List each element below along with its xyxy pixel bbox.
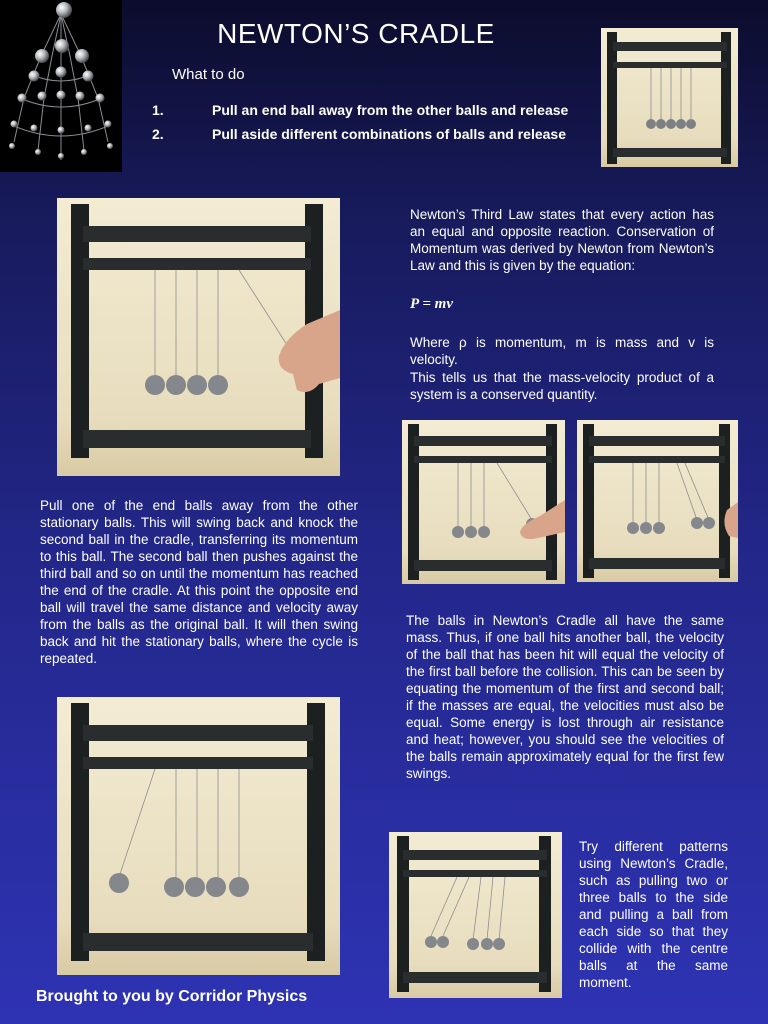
third-law-intro: Newton’s Third Law states that every action has an equal and opposite reaction. Conservation of Momentum was derived by Newton from Newton’s Law and this is given by the equation: <box>410 207 714 273</box>
cradle-photo-swing <box>577 420 738 582</box>
step-2 <box>152 126 566 142</box>
cradle-photo-end-ball-swung <box>57 697 340 975</box>
step-number: 2. <box>152 126 164 142</box>
cradle-photo-header <box>601 28 738 167</box>
cradle-photo-release <box>402 420 565 584</box>
cradle-photo-pull-ball <box>57 198 340 476</box>
footer-credit: Brought to you by Corridor Physics <box>36 988 308 1005</box>
what-to-do-heading: What to do <box>172 66 245 83</box>
pull-one-paragraph: Pull one of the end balls away from the other stationary balls. This will swing back and knock the second ball in the cradle, transferring its momentum to this ball. The second ball then pushes against the third ball and so on until the momentum has reached the end of the cradle. At this point the opposite end ball will travel the same distance and velocity away from the balls as the original ball. It will then swing back and hit the stationary balls, where the cycle is repeated. <box>40 498 358 666</box>
conserved-quantity: This tells us that the mass-velocity product of a system is a conserved quantity. <box>410 370 714 402</box>
step-1 <box>152 102 568 118</box>
same-mass-paragraph: The balls in Newton’s Cradle all have the same mass. Thus, if one ball hits another ball, the velocity of the ball that has been hit will equal the velocity of the first ball before the collision. This can be seen by equating the momentum of the first and second ball; if the masses are equal, the velocities must also be equal. Some energy is lost through air resistance and heat; however, you should see the velocities of the balls remain approximately equal for the first few swings. <box>406 613 724 781</box>
momentum-definition: Where ρ is momentum, m is mass and v is velocity. <box>410 335 714 367</box>
page-title: NEWTON’S CRADLE <box>217 18 495 49</box>
step-number: 1. <box>152 102 164 118</box>
momentum-equation: P = mv <box>410 296 453 312</box>
try-patterns-paragraph: Try different patterns using Newton’s Cradle, such as pulling two or three balls to the side and pulling a ball from each side so that they collide with the centre balls at the same moment. <box>579 839 728 990</box>
step-text: Pull an end ball away from the other balls and release <box>212 102 569 118</box>
cradle-photo-two-balls <box>389 832 562 998</box>
step-text: Pull aside different combinations of balls and release <box>212 126 566 142</box>
